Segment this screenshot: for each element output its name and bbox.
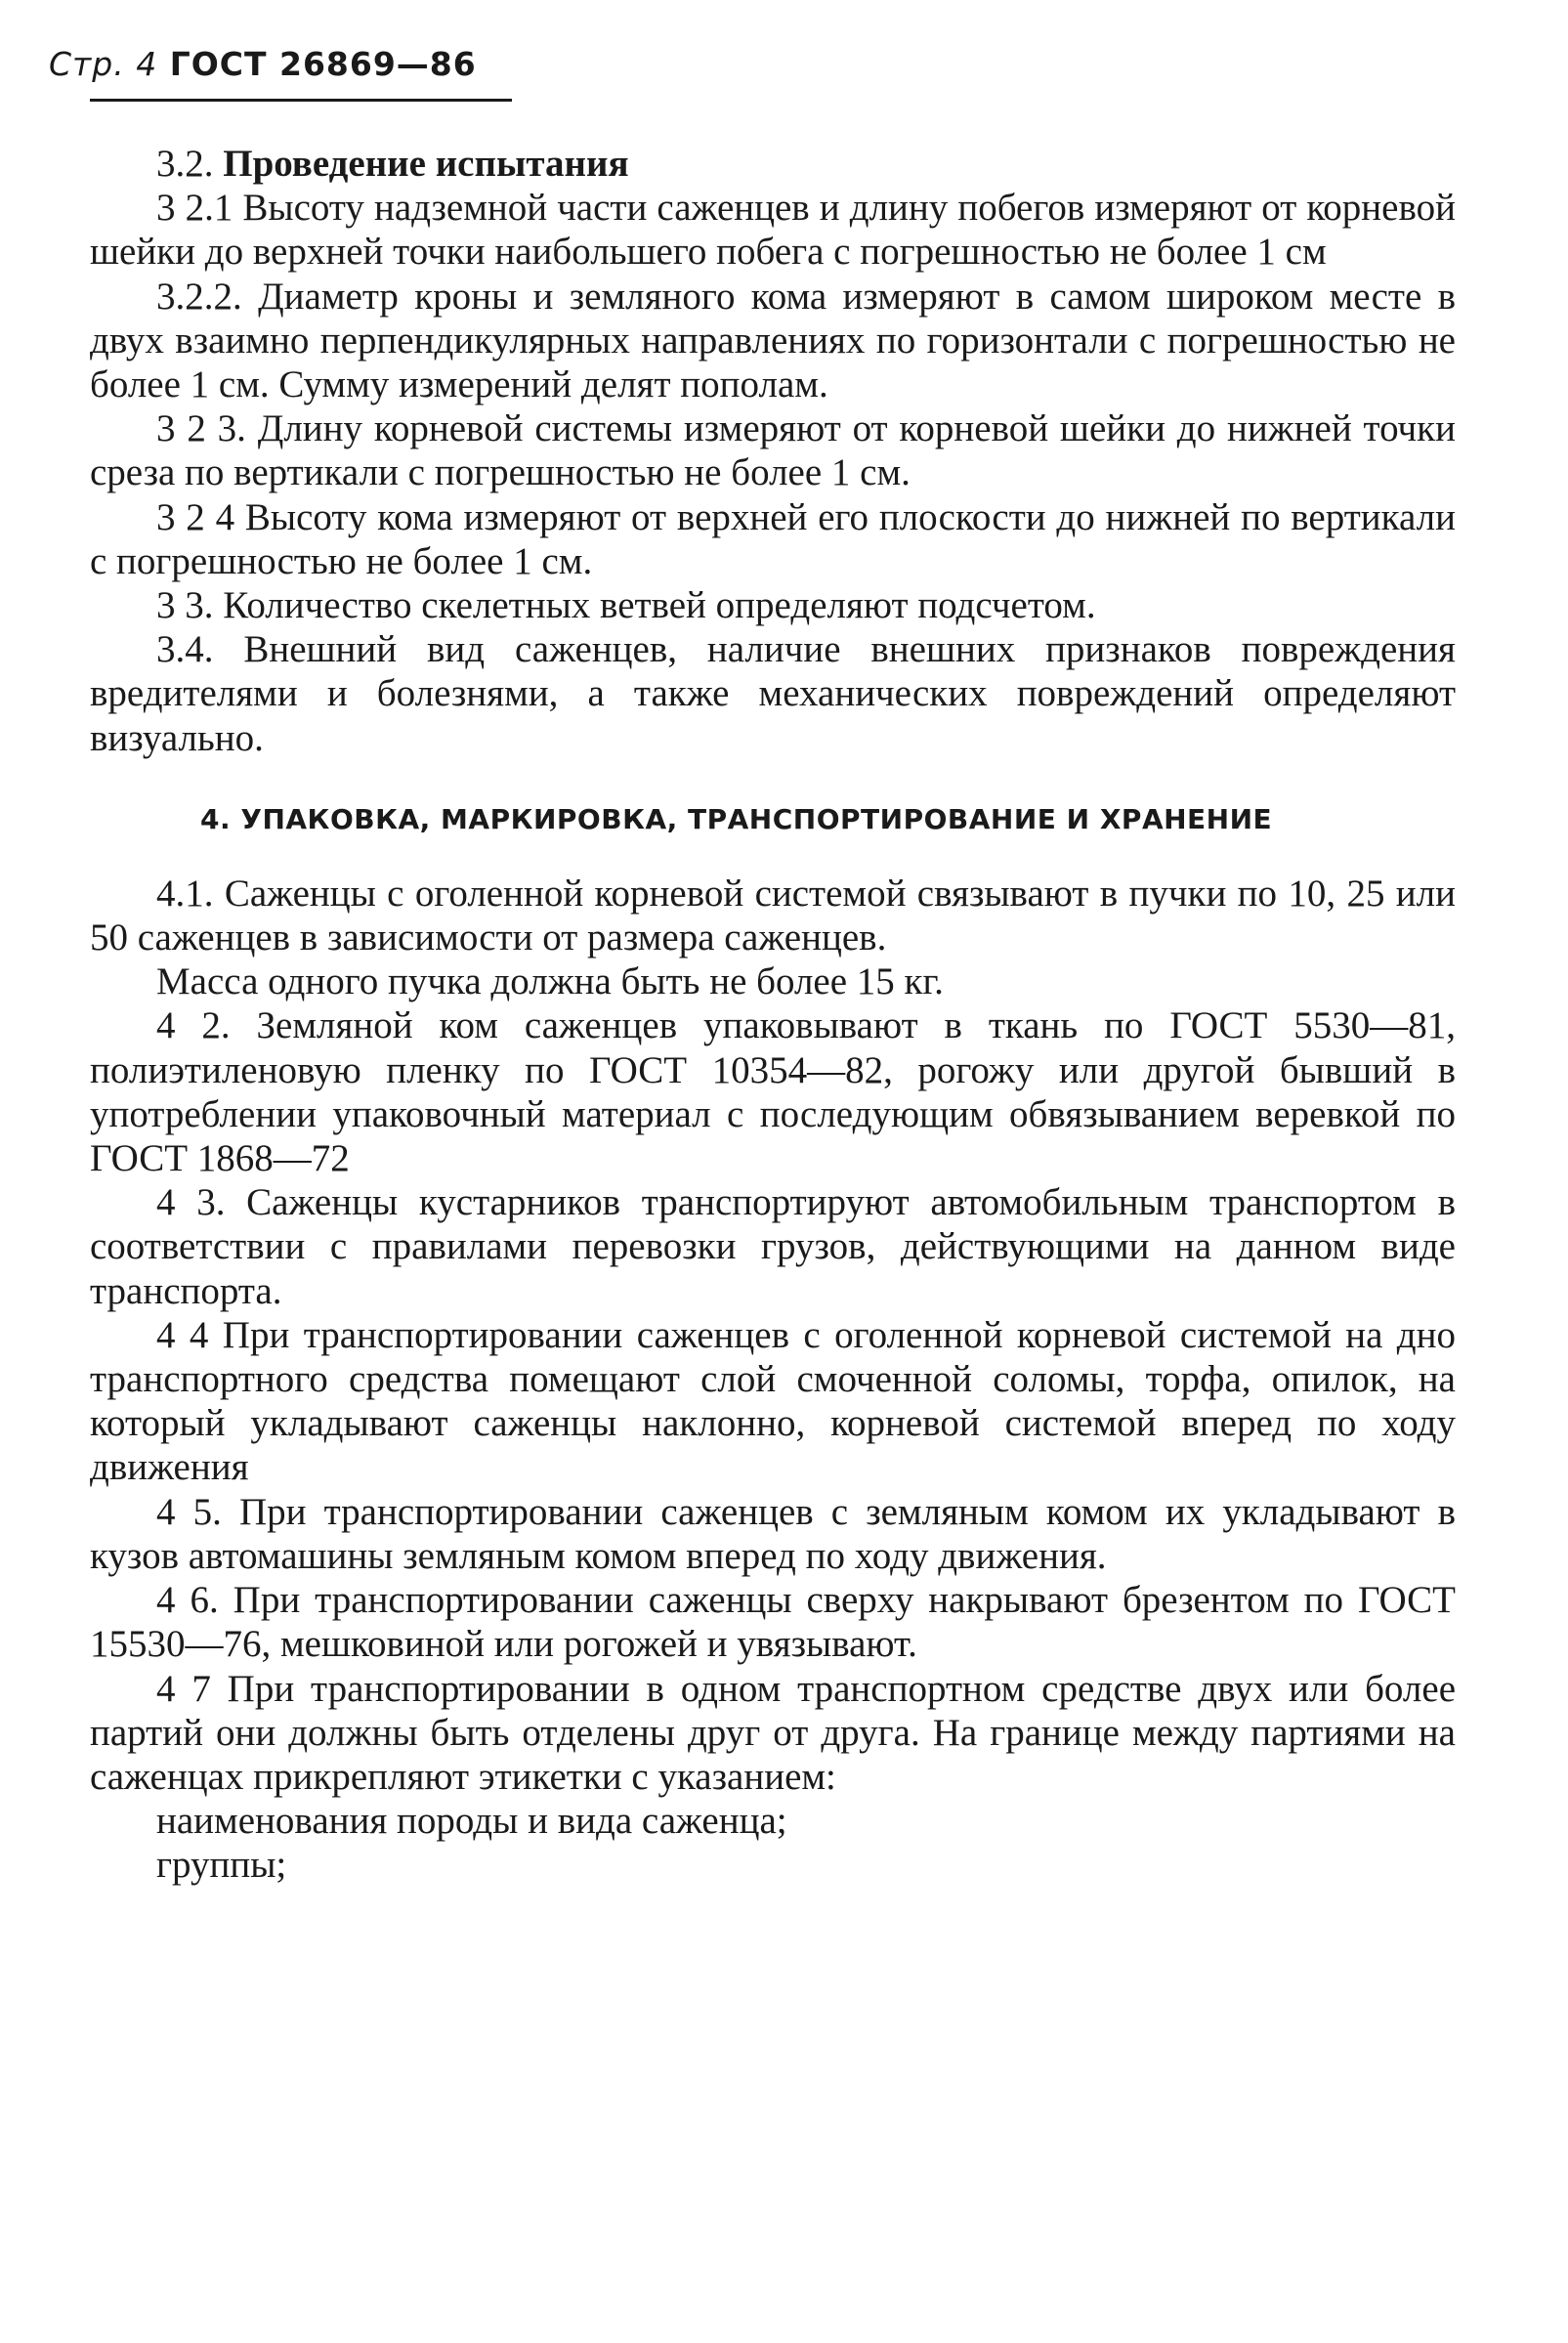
section-heading-4: 4. УПАКОВКА, МАРКИРОВКА, ТРАНСПОРТИРОВАНИЕ И ХРАНЕНИЕ <box>200 802 1273 835</box>
paragraph-4-1-mass: Масса одного пучка должна быть не более 15 кг. <box>156 960 944 1003</box>
paragraph-3-2-1: 3 2.1 Высоту надземной части саженцев и длину побегов измеряют от корневой шейки до верхней точки наибольшего побега с погрешностью не более 1 см <box>90 187 1456 274</box>
paragraph-3-2-3: 3 2 3. Длину корневой системы измеряют от корневой шейки до нижней точки среза по вертикали с погрешностью не более 1 см. <box>90 407 1456 494</box>
paragraph-4-1: 4.1. Саженцы с оголенной корневой системой связывают в пучки по 10, 25 или 50 саженцев в зависимости от размера саженцев. <box>90 872 1456 959</box>
paragraph-4-7: 4 7 При транспортировании в одном транспортном средстве двух или более партий они должны быть отделены друг от друга. На границе между партиями на саженцах прикрепляют этикетки с указанием: <box>90 1667 1456 1798</box>
paragraph-4-4: 4 4 При транспортировании саженцев с оголенной корневой системой на дно транспортного средства помещают слой смоченной соломы, торфа, опилок, на который укладывают саженцы наклонно, корневой системой вперед по ходу движения <box>90 1313 1456 1489</box>
paragraph-4-6: 4 6. При транспортировании саженцы сверху накрывают брезентом по ГОСТ 15530—76, мешковиной или рогожей и увязывают. <box>90 1579 1456 1666</box>
subsection-heading-3-2: 3.2. Проведение испытания <box>156 143 629 185</box>
list-item: группы; <box>156 1844 287 1887</box>
list-item: наименования породы и вида саженца; <box>156 1800 787 1843</box>
page-number: Стр. 4 <box>49 45 158 83</box>
paragraph-4-2: 4 2. Земляной ком саженцев упаковывают в ткань по ГОСТ 5530—81, полиэтиленовую пленку по ГОСТ 10354—82, рогожу или другой бывший в употреблении упаковочный материал с последующим обвязыванием веревкой по ГОСТ 1868—72 <box>90 1004 1456 1180</box>
paragraph-3-3: 3 3. Количество скелетных ветвей определяют подсчетом. <box>156 584 1096 627</box>
paragraph-4-3: 4 3. Саженцы кустарников транспортируют автомобильным транспортом в соответствии с правилами перевозки грузов, действующими на данном виде транспорта. <box>90 1181 1456 1312</box>
paragraph-4-5: 4 5. При транспортировании саженцев с земляным комом их укладывают в кузов автомашины земляным комом вперед по ходу движения. <box>90 1490 1456 1577</box>
paragraph-3-4: 3.4. Внешний вид саженцев, наличие внешних признаков повреждения вредителями и болезнями, а также механических повреждений определяют визуально. <box>90 628 1456 759</box>
document-body <box>90 142 1456 1888</box>
running-header <box>49 45 477 83</box>
header-divider <box>90 99 512 102</box>
paragraph-3-2-2: 3.2.2. Диаметр кроны и земляного кома измеряют в самом широком месте в двух взаимно перпендикулярных направлениях по горизонтали с погрешностью не более 1 см. Сумму измерений делят пополам. <box>90 275 1456 406</box>
paragraph-3-2-4: 3 2 4 Высоту кома измеряют от верхней его плоскости до нижней по вертикали с погрешностью не более 1 см. <box>90 495 1456 582</box>
standard-number: ГОСТ 26869—86 <box>169 45 477 83</box>
